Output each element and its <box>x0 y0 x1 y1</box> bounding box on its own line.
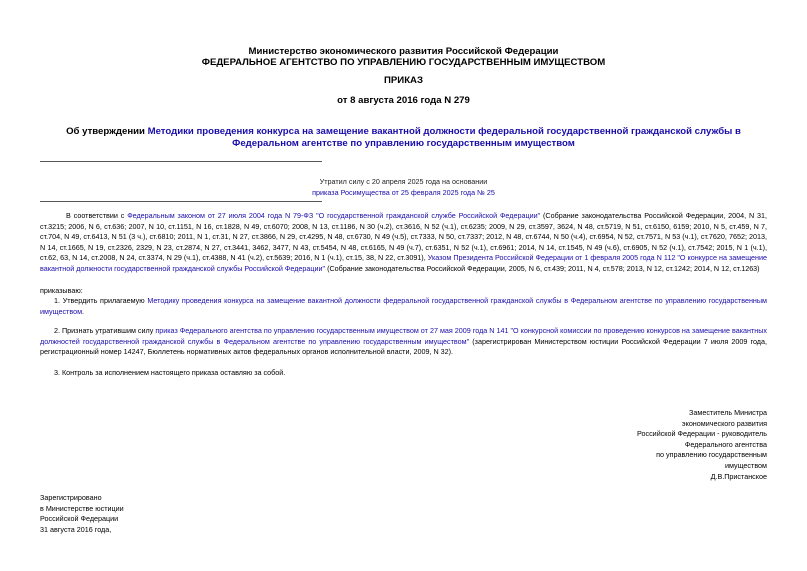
item-1 <box>40 296 767 317</box>
document-title <box>40 126 767 150</box>
registration-line: Российской Федерации <box>40 514 119 524</box>
registration-line: в Министерстве юстиции <box>40 503 124 513</box>
status-note-link[interactable]: приказа Росимущества от 25 февраля 2025 года № 25 <box>312 188 495 197</box>
registration-line: 31 августа 2016 года, <box>40 524 112 534</box>
order-word: приказываю: <box>40 286 83 295</box>
signature-line: Заместитель Министра <box>689 408 767 417</box>
preamble-text-1: В соответствии с <box>66 211 128 220</box>
signature-line: Федерального агентства <box>684 439 767 449</box>
federal-law-link[interactable]: Федеральным законом от 27 июля 2004 года N 79-ФЗ "О государственной гражданской службе Российской Федерации" <box>127 211 541 220</box>
presidential-decree-link[interactable]: Указом Президента Российской Федерации от 1 февраля 2005 года N 112 "О конкурсе на замещение вакантной должности государственной гражданской службы Российской Федерации" <box>40 253 768 273</box>
registration-line: Зарегистрировано <box>40 493 102 502</box>
status-note-text: Утратил силу с 20 апреля 2025 года на основании <box>319 177 488 186</box>
divider-bottom <box>40 201 322 202</box>
title-link[interactable]: Методики проведения конкурса на замещение вакантной должности федеральной государственной гражданской службы в Федеральном агентстве по управлению государственным имуществом <box>147 126 741 149</box>
preamble-text-3: (Собрание законодательства Российской Федерации, 2005, N 6, ст.439; 2011, N 4, ст.578; 2013, N 12, ст.1242; 2014, N 12, ст.1263) <box>325 263 760 273</box>
document-type: ПРИКАЗ <box>384 75 423 86</box>
item-3: 3. Контроль за исполнением настоящего приказа оставляю за собой. <box>54 368 286 377</box>
ministry-name: Министерство экономического развития Российской Федерации <box>248 46 559 57</box>
item-2 <box>40 326 767 358</box>
signature-line: Российской Федерации - руководитель <box>637 429 767 439</box>
signature-line: экономического развития <box>681 418 767 428</box>
item-1-end: . <box>82 306 85 316</box>
preamble-text-2: (Собрание законодательства Российской Федерации, 2004, N 31, ст.3215; 2006, N 6, ст.636; 2007, N 10, ст.1151, N 16, ст.1828, N 49, ст.6070; 2008, N 13, ст.1186, N 30 (ч.2), ст.3616, N 52 (ч.1), ст.6235; 2009, N 29, ст.3597, 3624, N 48, ст.5719, N 51, ст.6150, 6159; 2010, N 5, ст.459, N 7, ст.704, N 49, ст.6413, N 51 (3 ч.), ст.6810; 2011, N 1, ст.31, N 27, ст.3866, N 29, ст.4295, N 48, ст.6730, N 49 (ч.5), ст.7333, N 50, ст.7337; 2012, N 48, ст.6744, N 50 (ч.4), ст.6954, N 52, ст.7571, N 53 (ч.1), ст.7620, 7652; 2013, N 14, ст.1665, N 19, ст.2326, 2329, N 23, ст.2874, N 27, ст.3441, 3462, 3477, N 43, ст.5454, N 48, ст.6165, N 49 (ч.7), ст.6351, N 52 (ч.1), ст.6961; 2014, N 14, ст.1545, N 49 (ч.6), ст.6905, N 52 (ч.1), ст.7542; 2015, N 1 (ч.1), ст.62, 63, N 14, ст.2008, N 24, ст.3374, N 29 (ч.1), ст.4388, N 41 (ч.2), ст.5639; 2016, N 1 (ч.1), ст.15, 38, N 22, ст.3091), <box>40 211 767 263</box>
document-date-number: от 8 августа 2016 года N 279 <box>337 95 470 106</box>
document-header <box>0 46 807 68</box>
preamble-paragraph <box>40 211 767 275</box>
title-prefix: Об утверждении <box>66 126 148 137</box>
registration-block <box>40 493 240 535</box>
agency-name: ФЕДЕРАЛЬНОЕ АГЕНТСТВО ПО УПРАВЛЕНИЮ ГОСУДАРСТВЕННЫМ ИМУЩЕСТВОМ <box>201 57 606 68</box>
divider-top <box>40 161 322 162</box>
repealed-order-link[interactable]: приказ Федерального агентства по управлению государственным имуществом от 27 мая 2009 года N 141 "О конкурсной комиссии по проведению конкурсов на замещение вакантных должностей государственной гражданской службы в Федеральном агентстве по управлению государственным имуществом" <box>40 326 767 346</box>
signature-line: имуществом <box>724 460 767 470</box>
signature-block <box>567 408 767 482</box>
item-2-end: (зарегистрирован Министерством юстиции Российской Федерации 7 июля 2009 года, регистрационный номер 14247, Бюллетень нормативных актов федеральных органов исполнительной власти, 2009, N 32). <box>40 336 767 357</box>
item-1-text: 1. Утвердить прилагаемую <box>54 296 148 305</box>
signature-line: по управлению государственным <box>656 450 767 460</box>
signatory-name: Д.В.Пристанское <box>710 471 767 481</box>
status-note <box>0 176 807 198</box>
methodology-link[interactable]: Методику проведения конкурса на замещение вакантной должности федеральной государственной гражданской службы в Федеральном агентстве по управлению государственным имуществом <box>40 296 767 316</box>
item-2-text: 2. Признать утратившим силу <box>54 326 156 335</box>
